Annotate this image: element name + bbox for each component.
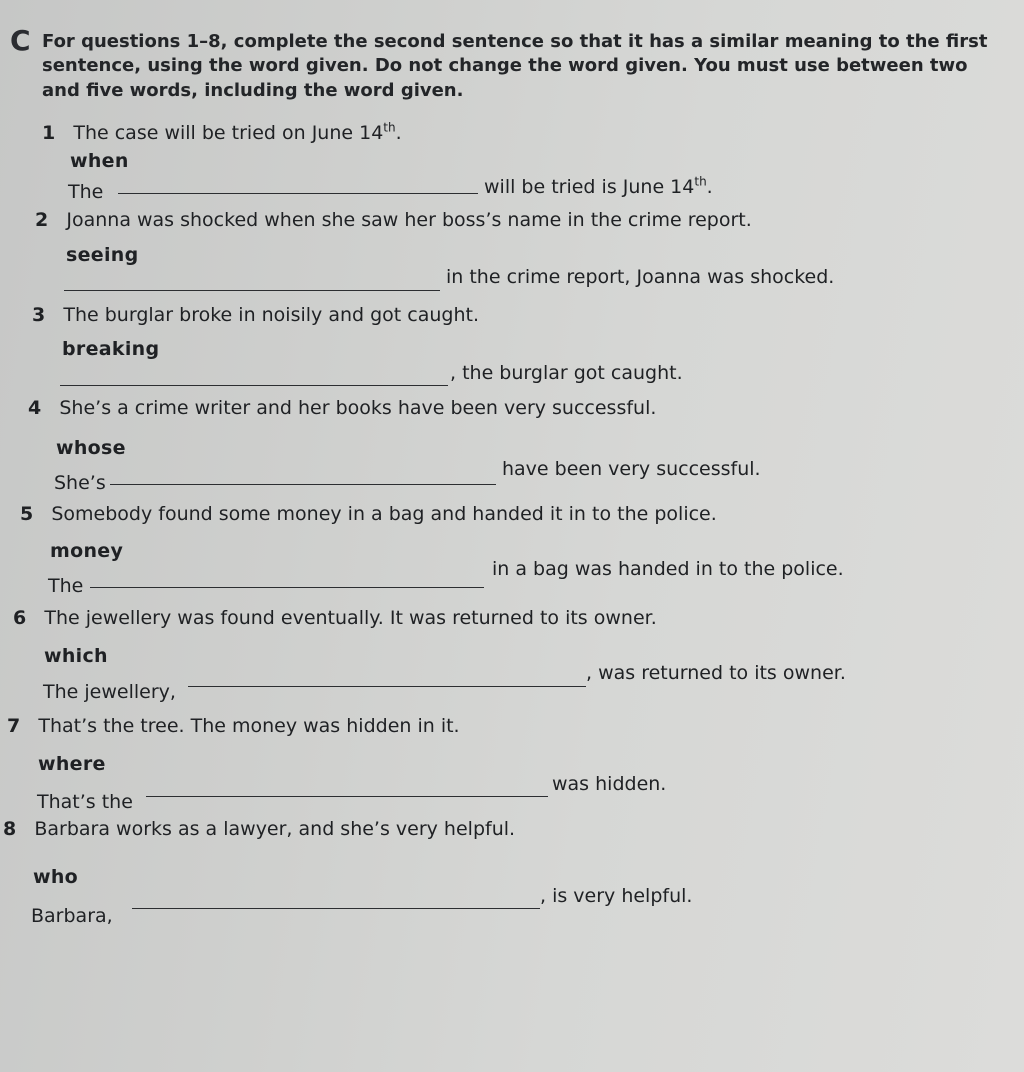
question-7-keyword: where	[38, 753, 106, 775]
question-4-answer-line[interactable]	[110, 484, 496, 485]
question-5-sentence: 5 Somebody found some money in a bag and handed it in to the police.	[20, 503, 717, 525]
question-1-prefix: The	[68, 181, 104, 203]
question-8-suffix: , is very helpful.	[540, 885, 693, 907]
question-3-keyword: breaking	[62, 338, 160, 360]
question-3-answer-line[interactable]	[60, 385, 448, 386]
question-8-answer-line[interactable]	[132, 908, 540, 909]
question-2-answer-line[interactable]	[64, 290, 440, 291]
question-6-prefix: The jewellery,	[43, 681, 176, 703]
instruction-line-1: For questions 1–8, complete the second sentence so that it has a similar meaning to the first	[42, 31, 988, 52]
question-5-suffix: in a bag was handed in to the police.	[492, 558, 844, 580]
question-number: 5	[20, 503, 34, 525]
question-6-answer-line[interactable]	[188, 686, 586, 687]
question-5-keyword: money	[50, 540, 124, 562]
question-1-sentence: 1 The case will be tried on June 14th.	[42, 120, 402, 144]
question-number: 4	[28, 397, 42, 419]
question-number: 1	[42, 122, 56, 144]
question-3-suffix: , the burglar got caught.	[450, 362, 683, 384]
question-1-keyword: when	[70, 150, 129, 172]
question-4-suffix: have been very successful.	[502, 458, 761, 480]
question-7-answer-line[interactable]	[146, 796, 548, 797]
question-3-sentence: 3 The burglar broke in noisily and got caught.	[32, 304, 480, 326]
question-8-sentence: 8 Barbara works as a lawyer, and she’s very helpful.	[3, 818, 516, 840]
question-number: 7	[7, 715, 21, 737]
question-7-sentence: 7 That’s the tree. The money was hidden in it.	[7, 715, 460, 737]
question-8-keyword: who	[33, 866, 79, 888]
instruction-line-2: sentence, using the word given. Do not change the word given. You must use between two	[42, 55, 968, 76]
question-6-sentence: 6 The jewellery was found eventually. It was returned to its owner.	[13, 607, 657, 629]
question-number: 8	[3, 818, 17, 840]
question-4-sentence: 4 She’s a crime writer and her books have been very successful.	[28, 397, 657, 419]
question-6-suffix: , was returned to its owner.	[586, 662, 846, 684]
question-number: 2	[35, 209, 49, 231]
question-8-prefix: Barbara,	[31, 905, 113, 927]
question-2-keyword: seeing	[66, 244, 139, 266]
question-2-sentence: 2 Joanna was shocked when she saw her boss’s name in the crime report.	[35, 209, 752, 231]
question-number: 6	[13, 607, 27, 629]
instruction-line-3: and five words, including the word given.	[42, 80, 464, 101]
question-7-prefix: That’s the	[37, 791, 133, 813]
question-1-answer-line[interactable]	[118, 193, 478, 194]
question-6-keyword: which	[44, 645, 108, 667]
section-letter: C	[10, 24, 31, 57]
question-7-suffix: was hidden.	[552, 773, 667, 795]
question-4-prefix: She’s	[54, 472, 106, 494]
question-1-suffix: will be tried is June 14th.	[484, 174, 713, 198]
question-5-prefix: The	[48, 575, 84, 597]
question-5-answer-line[interactable]	[90, 587, 484, 588]
question-4-keyword: whose	[56, 437, 126, 459]
question-2-suffix: in the crime report, Joanna was shocked.	[446, 266, 835, 288]
question-number: 3	[32, 304, 46, 326]
